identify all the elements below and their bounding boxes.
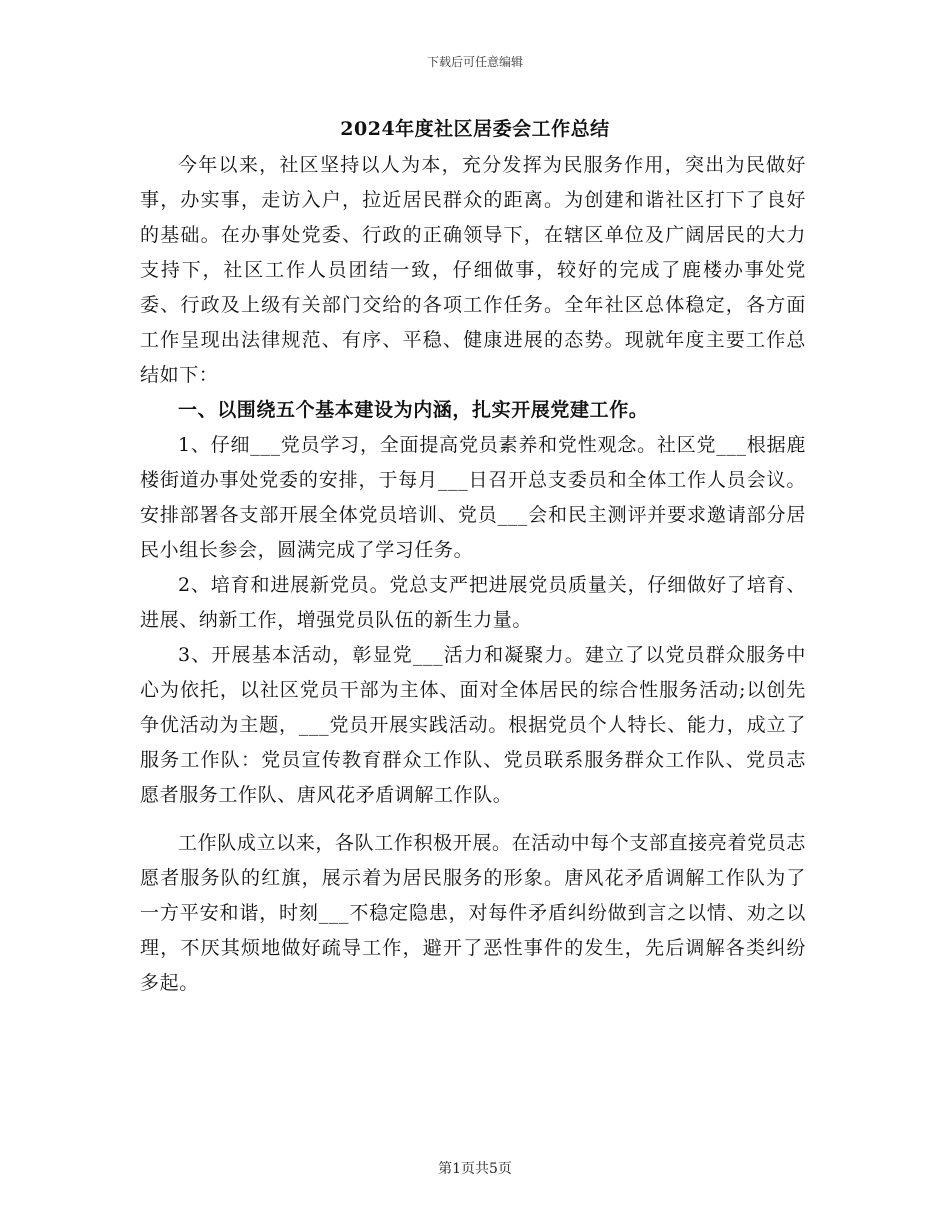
document-title: 2024年度社区居委会工作总结 [340,118,610,140]
item-3-paragraph: 3、开展基本活动，彰显党___活力和凝聚力。建立了以党员群众服务中心为依托，以社区党员干部为主体、面对全体居民的综合性服务活动;以创先争优活动为主题，___党员开展实践活动。根据党员个人特长、能力，成立了服务工作队：党员宣传教育群众工作队、党员联系服务群众工作队、党员志愿者服务工作队、唐风花矛盾调解工作队。 [140,644,806,806]
document-body [140,148,806,1001]
item-2-paragraph: 2、培育和进展新党员。党总支严把进展党员质量关，仔细做好了培育、进展、纳新工作，增强党员队伍的新生力量。 [140,574,806,631]
intro-paragraph: 今年以来，社区坚持以人为本，充分发挥为民服务作用，突出为民做好事，办实事，走访入户，拉近居民群众的距离。为创建和谐社区打下了良好的基础。在办事处党委、行政的正确领导下，在辖区单位及广阔居民的大力支持下，社区工作人员团结一致，仔细做事，较好的完成了鹿楼办事处党委、行政及上级有关部门交给的各项工作任务。全年社区总体稳定，各方面工作呈现出法律规范、有序、平稳、健康进展的态势。现就年度主要工作总结如下： [140,154,806,386]
work-team-paragraph: 工作队成立以来，各队工作积极开展。在活动中每个支部直接亮着党员志愿者服务队的红旗，展示着为居民服务的形象。唐风花矛盾调解工作队为了一方平安和谐，时刻___不稳定隐患，对每件矛盾纠纷做到言之以情、劝之以理，不厌其烦地做好疏导工作，避开了恶性事件的发生，先后调解各类纠纷多起。 [140,832,806,994]
page-number: 第1页共5页 [438,1161,512,1177]
page-header-note: 下载后可任意编辑 [426,55,523,69]
section-heading: 一、以围绕五个基本建设为内涵，扎实开展党建工作。 [178,399,649,421]
item-1-paragraph: 1、仔细___党员学习，全面提高党员素养和党性观念。社区党___根据鹿楼街道办事处党委的安排，于每月___日召开总支委员和全体工作人员会议。安排部署各支部开展全体党员培训、党员___会和民主测评并要求邀请部分居民小组长参会，圆满完成了学习任务。 [140,434,806,561]
